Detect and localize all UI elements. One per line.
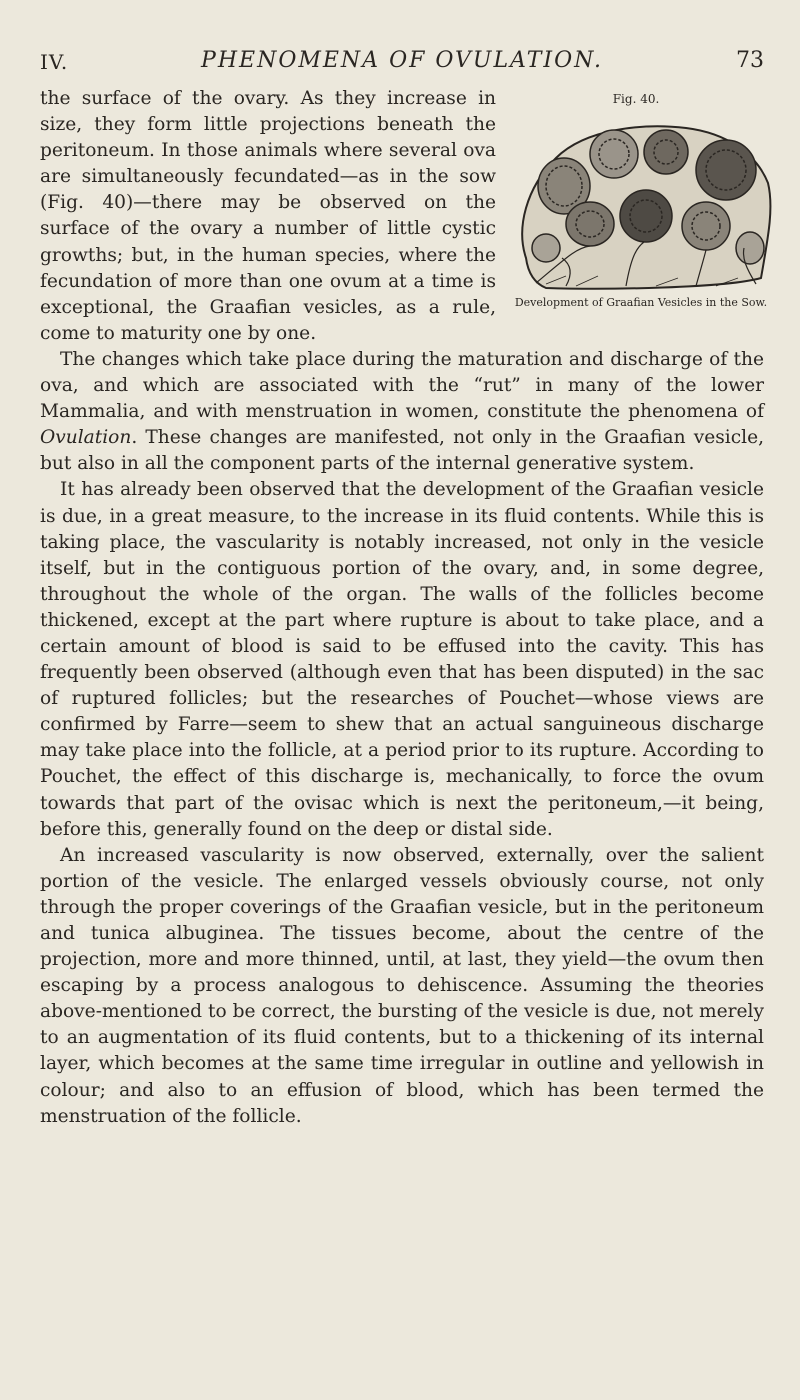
running-header: [40, 48, 764, 76]
page-number: 73: [736, 48, 764, 73]
chapter-number: IV.: [40, 50, 69, 74]
ovary-illustration: [506, 108, 772, 298]
body-text: [40, 86, 768, 1130]
figure-40: [506, 86, 772, 322]
paragraph-3: It has already been observed that the development of the Graafian vesicle is due, in a great measure, to the increase in its fluid contents. While this is taking place, the vascularity is notably increased, not only in the vesicle itself, but in the contiguous portion of the ovary, and, in some degree, throughout the whole of the organ. The walls of the follicles become thickened, except at the part where rupture is about to take place, and a certain amount of blood is said to be effused into the cavity. This has frequently been observed (although even that has been disputed) in the sac of ruptured follicles; but the researches of Pouchet—whose views are confirmed by Farre—seem to shew that an actual sanguineous discharge may take place into the follicle, at a period prior to its rupture. According to Pouchet, the effect of this discharge is, mechanically, to force the ovum towards that part of the ovisac which is next the peritoneum,—it being, before this, generally found on the deep or distal side.: [40, 479, 764, 840]
figure-label: Fig. 40.: [612, 92, 660, 106]
paragraph-2-part-a: The changes which take place during the maturation and discharge of the ova, and which are associated with the “rut” in many of the lower Mammalia, and with menstruation in women, constitute the phenomena of: [40, 348, 764, 423]
paragraph-2-part-b: . These changes are manifested, not only in the Graafian vesicle, but also in all the component parts of the internal generative system.: [40, 427, 764, 475]
figure-caption: Development of Graafian Vesicles in the Sow.: [514, 296, 768, 309]
ovulation-term: Ovulation: [40, 427, 132, 449]
paragraph-4: An increased vascularity is now observed, externally, over the salient portion of the vesicle. The enlarged vessels obviously course, not only through the proper coverings of the Graafian vesicle, but in the peritoneum and tunica albuginea. The tissues become, about the centre of the projection, more and more thinned, until, at last, they yield—the ovum then escaping by a process analogous to dehiscence. Assuming the theories above-mentioned to be correct, the bursting of the vesicle is due, not merely to an augmentation of its fluid contents, but to a thickening of its internal layer, which becomes at the same time irregular in outline and yellowish in colour; and also to an effusion of blood, which has been termed the menstruation of the follicle.: [40, 844, 764, 1127]
paragraph-1: the surface of the ovary. As they increase in size, they form little projections beneath the peritoneum. In those animals where several ova are simultaneously fecundated—as in the sow (Fig. 40)—there may be observed on the surface of the ovary a number of little cystic growths; but, in the human species, where the fecundation of more than one ovum at a time is exceptional, the Graafian vesicles, as a rule, come to maturity one by one.: [40, 88, 496, 344]
paragraph-2: [40, 347, 764, 477]
running-title: PHENOMENA OF OVULATION.: [201, 48, 603, 73]
